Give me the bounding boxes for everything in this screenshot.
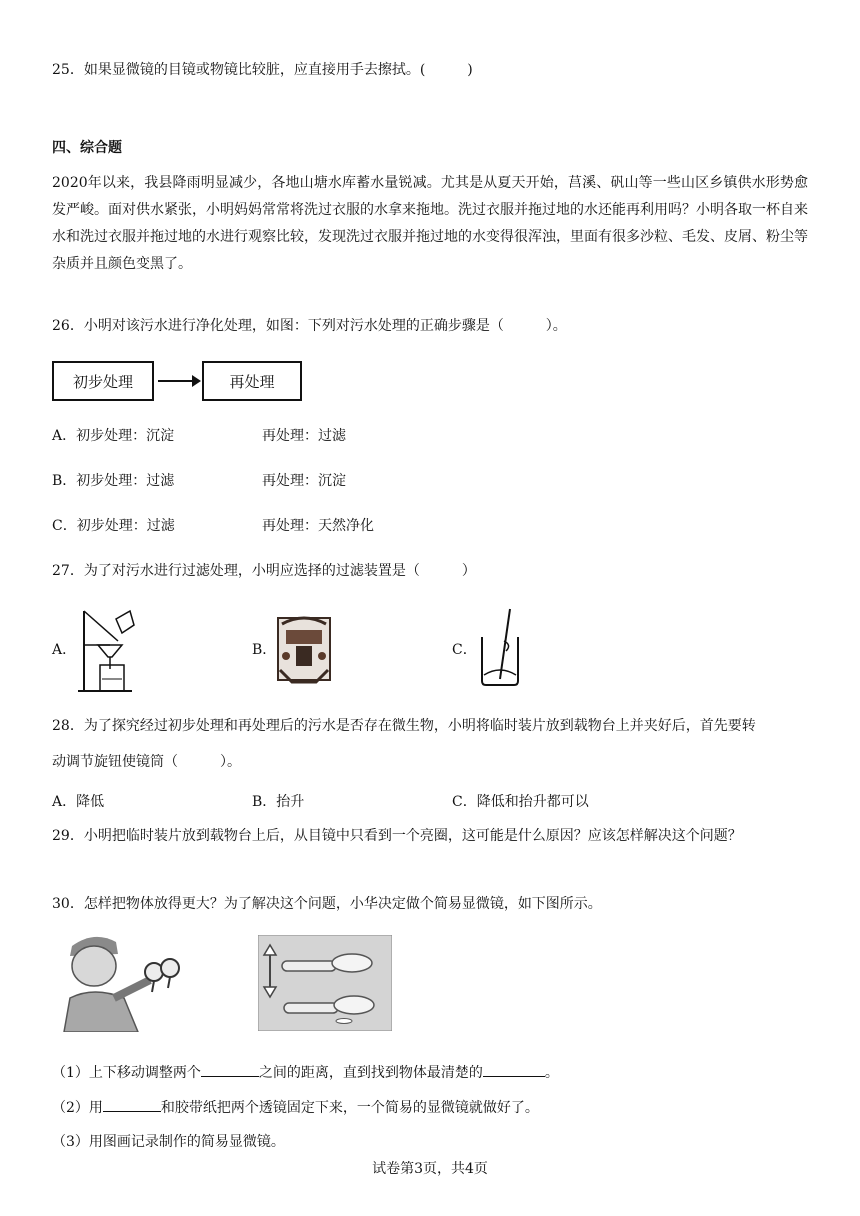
intro-paragraph: 2020年以来，我县降雨明显减少，各地山塘水库蓄水量锐减。尤其是从夏天开始，莒溪、矾山等一些山区乡镇供水形势愈发严峻。面对供水紧张，小明妈妈常常将洗过衣服的水拿来拖地。洗过衣服并拖过地的水还能再利用吗？小明各取一杯自来水和洗过衣服并拖过地的水进行观察比较，发现洗过衣服并拖过地的水变得很浑浊，里面有很多沙粒、毛发、皮屑、粉尘等杂质并且颜色变黑了。 <box>52 175 808 272</box>
answer-blank-1[interactable] <box>201 1062 259 1077</box>
filter-apparatus-c-icon <box>474 605 526 687</box>
q30-step1-part1: （1）上下移动调整两个 <box>52 1065 201 1081</box>
question-30-step2 <box>52 1097 539 1118</box>
question-28-line1: 28．为了探究经过初步处理和再处理后的污水是否存在微生物，小明将临时装片放到载物台上并夹好后，首先要转 <box>52 718 756 734</box>
lens-arrangement-image <box>258 935 392 1031</box>
q28-option-c: C．降低和抬升都可以 <box>452 794 589 810</box>
filter-apparatus-b-icon <box>272 610 336 688</box>
q26-option-a-second: 再处理：过滤 <box>262 428 346 444</box>
answer-blank-2[interactable] <box>483 1062 545 1077</box>
question-25: 25．如果显微镜的目镜或物镜比较脏，应直接用手去擦拭。( ) <box>52 62 473 78</box>
question-27-stem: 27．为了对污水进行过滤处理，小明应选择的过滤装置是（ ） <box>52 563 476 579</box>
q27-label-a: A． <box>52 642 77 658</box>
q26-option-c: C．初步处理：过滤 <box>52 518 175 534</box>
q30-step1-part2: 之间的距离，直到找到物体最清楚的 <box>258 1065 483 1081</box>
q30-step2-part1: （2）用 <box>52 1100 103 1116</box>
section-title: 四、综合题 <box>52 140 122 156</box>
question-30-step1 <box>52 1062 559 1083</box>
question-30-stem: 30．怎样把物体放得更大？为了解决这个问题，小华决定做个简易显微镜，如下图所示。 <box>52 896 602 912</box>
q30-step2-part2: 和胶带纸把两个透镜固定下来，一个简易的显微镜就做好了。 <box>160 1100 539 1116</box>
flow-box-initial: 初步处理 <box>52 361 154 401</box>
q28-option-b: B．抬升 <box>252 794 305 810</box>
q26-option-b: B．初步处理：过滤 <box>52 473 175 489</box>
question-29: 29．小明把临时装片放到载物台上后，从目镜中只看到一个亮圈，这可能是什么原因？应该怎样解决这个问题？ <box>52 828 742 844</box>
q28-option-a: A．降低 <box>52 794 105 810</box>
q27-label-c: C． <box>452 642 477 658</box>
q26-option-b-second: 再处理：沉淀 <box>262 473 346 489</box>
filter-apparatus-a-icon <box>74 605 140 693</box>
flow-box-reprocess: 再处理 <box>202 361 302 401</box>
person-with-lenses-image <box>54 928 196 1032</box>
answer-blank-3[interactable] <box>103 1097 161 1112</box>
q26-option-a: A．初步处理：沉淀 <box>52 428 175 444</box>
flow-arrow-icon <box>156 371 202 391</box>
q27-label-b: B． <box>252 642 277 658</box>
question-26-stem: 26．小明对该污水进行净化处理，如图：下列对污水处理的正确步骤是（ ）。 <box>52 318 567 334</box>
q26-option-c-second: 再处理：天然净化 <box>262 518 374 534</box>
question-30-step3: （3）用图画记录制作的简易显微镜。 <box>52 1134 285 1150</box>
page-footer: 试卷第3页，共4页 <box>372 1161 488 1177</box>
question-28-line2: 动调节旋钮使镜筒（ ）。 <box>52 754 241 770</box>
q30-step1-part3: 。 <box>544 1065 559 1081</box>
